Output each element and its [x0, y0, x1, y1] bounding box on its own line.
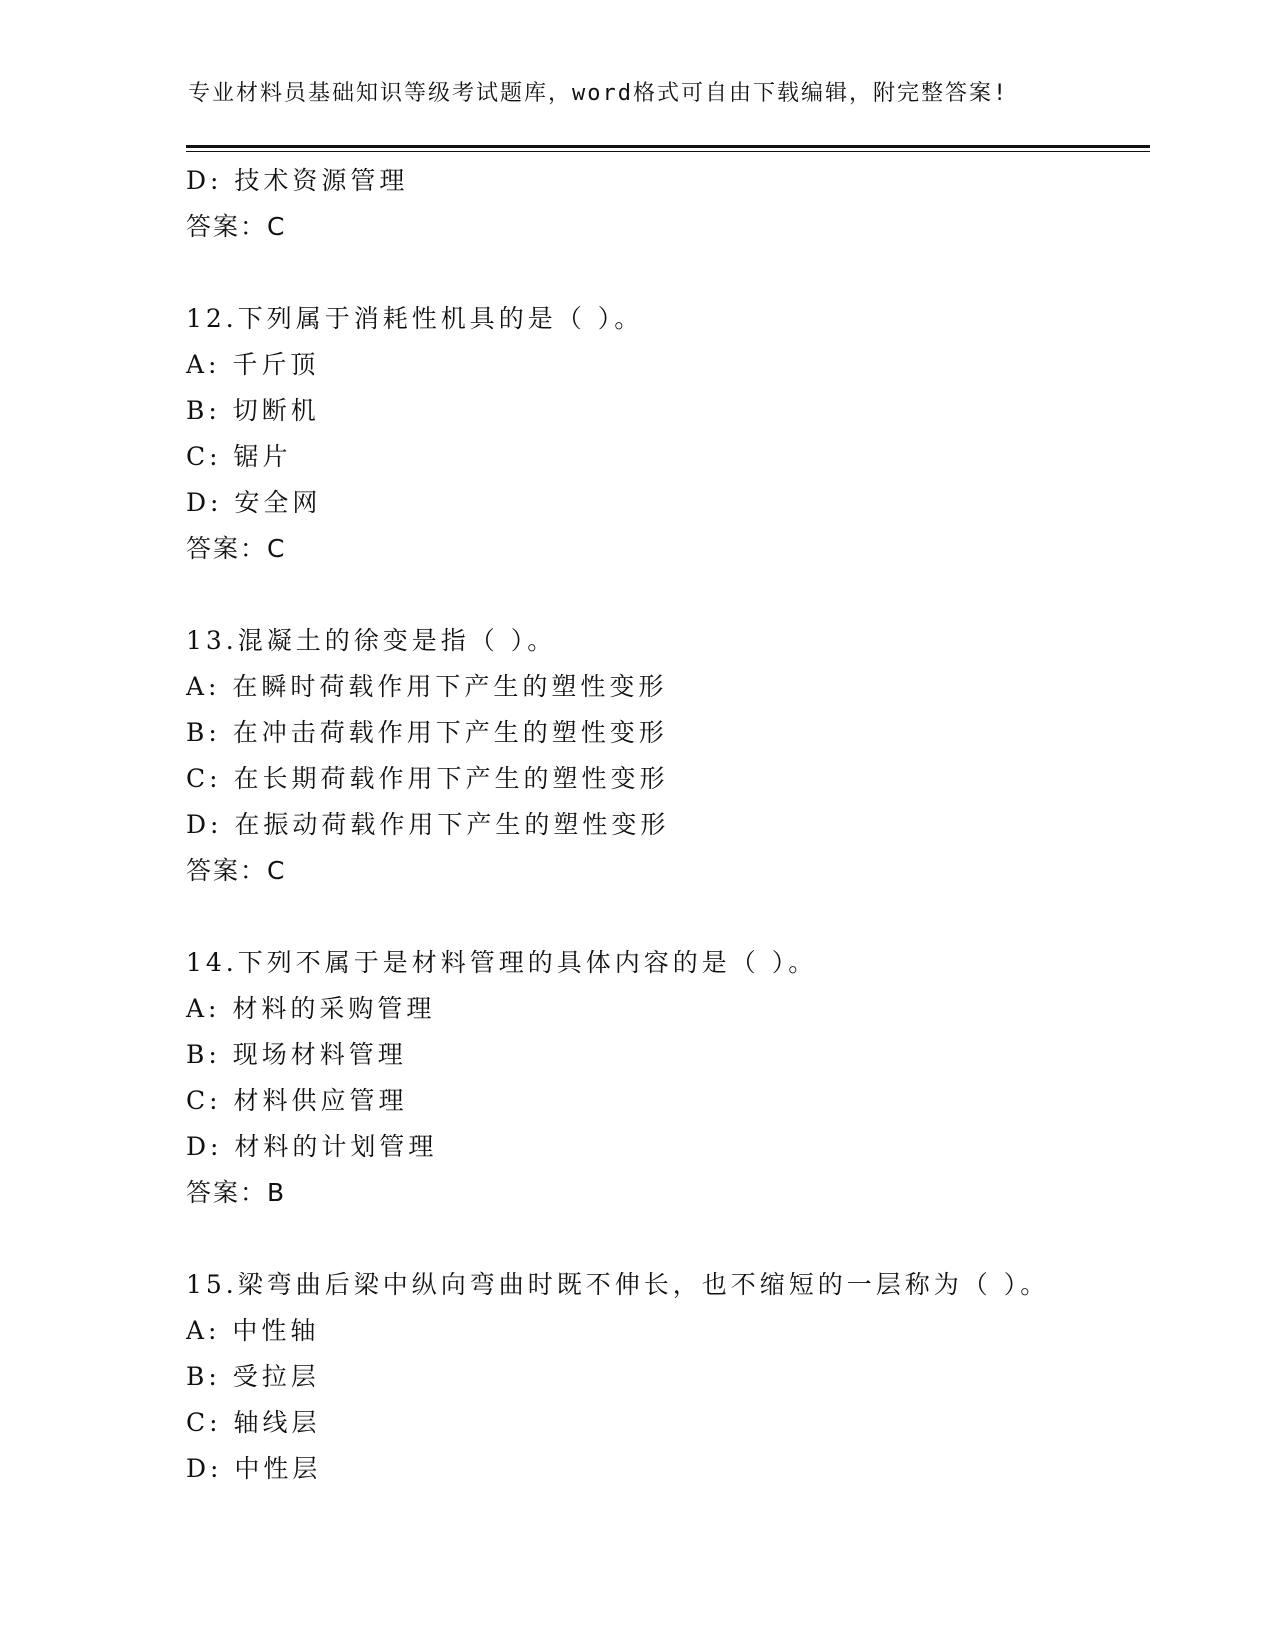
answer-line: 答案：C — [186, 212, 287, 241]
answer-line: 答案：B — [186, 1178, 287, 1207]
document-body — [186, 158, 1146, 1492]
answer-line: 答案：C — [186, 534, 287, 563]
option-c: C: 材料供应管理 — [186, 1086, 408, 1115]
header-divider-thick — [186, 145, 1150, 148]
question-stem: 15.梁弯曲后梁中纵向弯曲时既不伸长，也不缩短的一层称为（ ）。 — [186, 1270, 1050, 1299]
option-b: B: 现场材料管理 — [186, 1040, 407, 1069]
question-12 — [186, 296, 1146, 572]
option-c: C: 轴线层 — [186, 1408, 321, 1437]
option-a: A: 材料的采购管理 — [186, 994, 436, 1023]
question-stem: 14.下列不属于是材料管理的具体内容的是（ ）。 — [186, 948, 818, 977]
option-b: B: 受拉层 — [186, 1362, 320, 1391]
option-d: D: 技术资源管理 — [186, 166, 409, 195]
option-d: D: 安全网 — [186, 488, 322, 517]
option-b: B: 切断机 — [186, 396, 320, 425]
option-a: A: 千斤顶 — [186, 350, 320, 379]
option-c: C: 在长期荷载作用下产生的塑性变形 — [186, 764, 669, 793]
question-13 — [186, 618, 1146, 894]
question-15 — [186, 1262, 1146, 1492]
option-a: A: 中性轴 — [186, 1316, 320, 1345]
question-stem: 13.混凝土的徐变是指（ ）。 — [186, 626, 557, 655]
option-d: D: 在振动荷载作用下产生的塑性变形 — [186, 810, 670, 839]
option-d: D: 材料的计划管理 — [186, 1132, 438, 1161]
option-d: D: 中性层 — [186, 1454, 322, 1483]
question-14 — [186, 940, 1146, 1216]
option-c: C: 锯片 — [186, 442, 292, 471]
header-divider-thin — [186, 151, 1150, 152]
answer-line: 答案：C — [186, 856, 287, 885]
option-b: B: 在冲击荷载作用下产生的塑性变形 — [186, 718, 668, 747]
question-stem: 12.下列属于消耗性机具的是（ ）。 — [186, 304, 644, 333]
previous-question-tail — [186, 158, 1146, 250]
option-a: A: 在瞬时荷载作用下产生的塑性变形 — [186, 672, 668, 701]
page-header-text: 专业材料员基础知识等级考试题库，word格式可自由下载编辑，附完整答案! — [188, 81, 1009, 106]
